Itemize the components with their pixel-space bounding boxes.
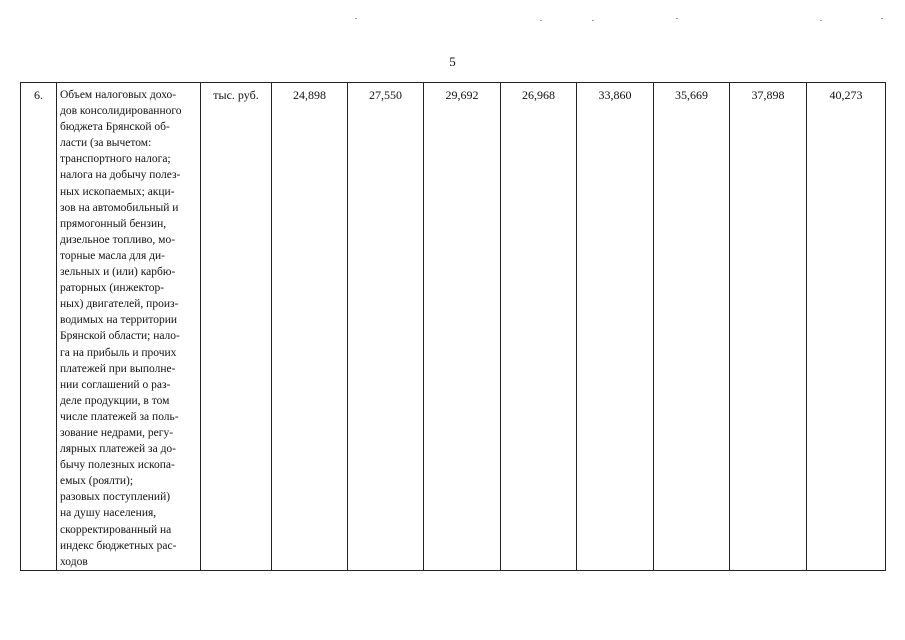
value-cell: 26,968 — [501, 83, 577, 571]
row-description — [57, 83, 201, 571]
value-cell: 29,692 — [424, 83, 501, 571]
description-line: емых (роялти); — [60, 475, 134, 488]
description-line: ходов — [60, 555, 88, 568]
value-cell: 33,860 — [577, 83, 654, 571]
value-cell: 37,898 — [730, 83, 807, 571]
description-line: ласти (за вычетом: — [60, 137, 152, 150]
page-number: 5 — [449, 54, 456, 69]
description-line: платежей при выполне- — [60, 362, 176, 375]
description-line: зельных и (или) карбю- — [60, 266, 176, 279]
description-line: прямогонный бензин, — [60, 217, 167, 230]
row-index: 6. — [21, 83, 57, 571]
description-line: бычу полезных ископа- — [60, 459, 175, 472]
description-line: на душу населения, — [60, 507, 157, 520]
description-line: га на прибыль и прочих — [60, 346, 177, 359]
scan-speck — [676, 18, 678, 19]
description-line: скорректированный на — [60, 523, 172, 536]
description-line: Брянской области; нало- — [60, 330, 180, 343]
description-line: торные масла для ди- — [60, 249, 165, 262]
description-line: раторных (инжектор- — [60, 282, 165, 295]
value-cell: 40,273 — [807, 83, 886, 571]
description-line: ных) двигателей, произ- — [60, 298, 179, 311]
value-cell: 24,898 — [272, 83, 348, 571]
description-line: нии соглашений о раз- — [60, 378, 171, 391]
description-line: деле продукции, в том — [60, 394, 170, 407]
description-line: транспортного налога; — [60, 153, 171, 166]
row-unit: тыс. руб. — [201, 83, 272, 571]
description-line: дизельное топливо, мо- — [60, 233, 176, 246]
description-line: разовых поступлений) — [60, 491, 171, 504]
description-line: налога на добычу полез- — [60, 169, 181, 182]
scan-speck — [881, 18, 883, 19]
description-line: бюджета Брянской об- — [60, 121, 170, 134]
description-line: числе платежей за поль- — [60, 410, 179, 423]
description-line: дов консолидированного — [60, 105, 182, 118]
description-line: водимых на территории — [60, 314, 178, 327]
table-row — [21, 83, 886, 571]
scan-speck — [820, 20, 822, 21]
scan-speck — [592, 20, 594, 21]
value-cell: 35,669 — [654, 83, 730, 571]
description-line: ных ископаемых; акци- — [60, 185, 175, 198]
description-line: Объем налоговых дохо- — [60, 89, 177, 101]
description-line: лярных платежей за до- — [60, 443, 176, 456]
description-line: зование недрами, регу- — [60, 426, 174, 439]
value-cell: 27,550 — [348, 83, 424, 571]
description-line: зов на автомобильный и — [60, 201, 179, 214]
scan-speck — [355, 18, 357, 19]
description-line: индекс бюджетных рас- — [60, 539, 177, 552]
data-table — [20, 82, 886, 571]
scan-speck — [540, 20, 542, 21]
